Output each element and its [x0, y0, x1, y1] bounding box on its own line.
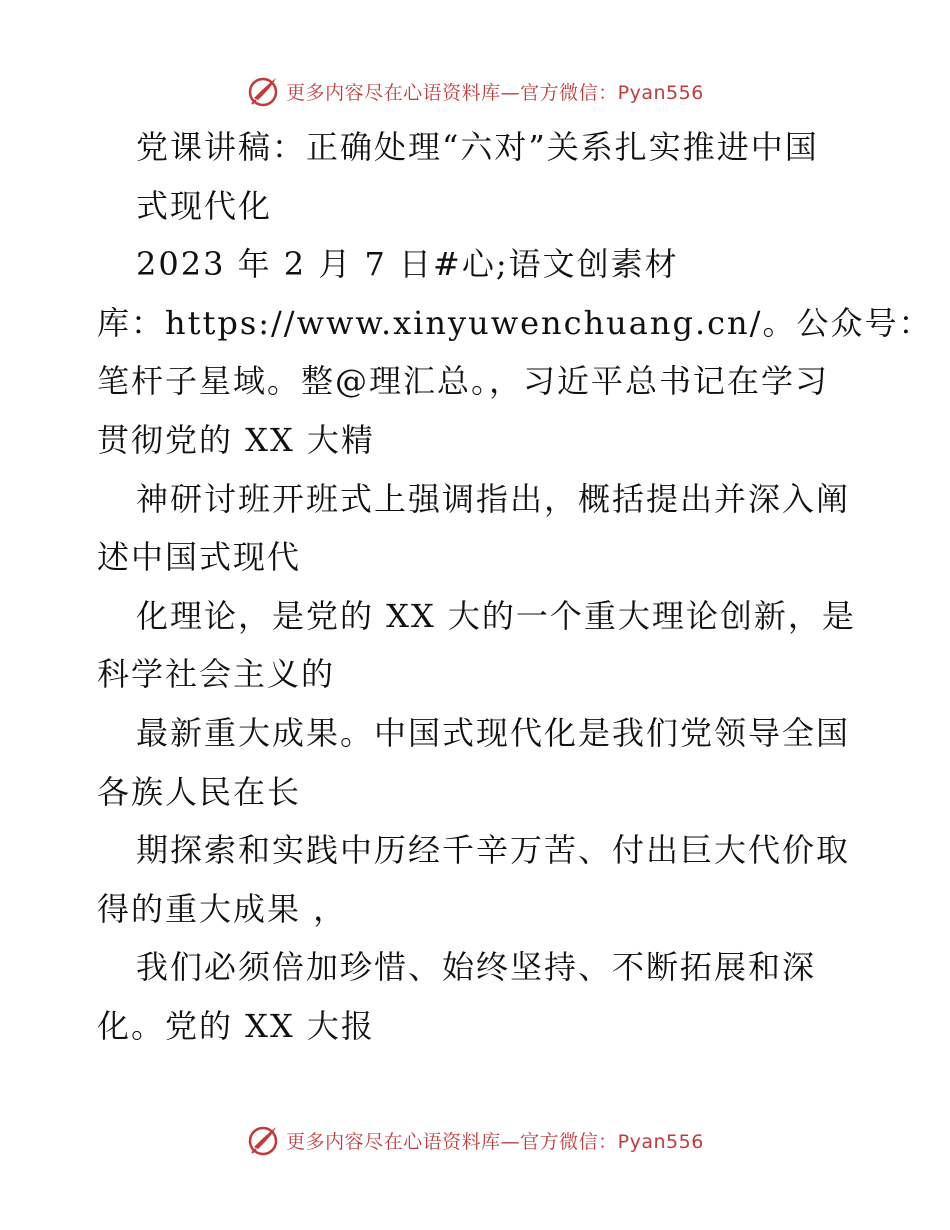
text-line-1: 党课讲稿：正确处理“六对”关系扎实推进中国	[136, 128, 819, 166]
text-line-10: 科学社会主义的	[97, 655, 336, 694]
quill-pen-circle-icon	[246, 74, 280, 108]
footer-watermark-text: 更多内容尽在心语资料库—官方微信：Pyan556	[286, 1130, 704, 1153]
text-line-9: 化理论，是党的 XX 大的一个重大理论创新，是	[136, 596, 856, 635]
footer-watermark-banner	[0, 1120, 950, 1160]
text-line-16: 化。党的 XX 大报	[97, 1006, 375, 1045]
text-line-3: 2023 年 2 月 7 日#心;语文创素材	[136, 245, 679, 284]
text-line-15: 我们必须倍加珍惜、始终坚持、不断拓展和深	[136, 948, 817, 987]
text-line-13: 期探索和实践中历经千辛万苦、付出巨大代价取	[136, 831, 851, 870]
text-line-5: 笔杆子星域。整@理汇总。，习近平总书记在学习	[97, 362, 830, 401]
text-line-8: 述中国式现代	[97, 538, 302, 577]
text-line-2: 式现代化	[136, 186, 273, 225]
text-line-11: 最新重大成果。中国式现代化是我们党领导全国	[136, 713, 851, 752]
text-line-14: 得的重大成果 ，	[97, 889, 348, 928]
text-line-6: 贯彻党的 XX 大精	[97, 420, 375, 459]
text-line-4: 库：https://www.xinyuwenchuang.cn/。公众号：	[97, 303, 933, 342]
document-body	[97, 118, 933, 1056]
text-line-12: 各族人民在长	[97, 772, 302, 811]
text-line-7: 神研讨班开班式上强调指出，概括提出并深入阐	[136, 479, 851, 518]
header-watermark-text: 更多内容尽在心语资料库—官方微信：Pyan556	[286, 81, 704, 104]
quill-pen-circle-icon	[246, 1123, 280, 1157]
header-watermark-banner	[0, 71, 950, 111]
